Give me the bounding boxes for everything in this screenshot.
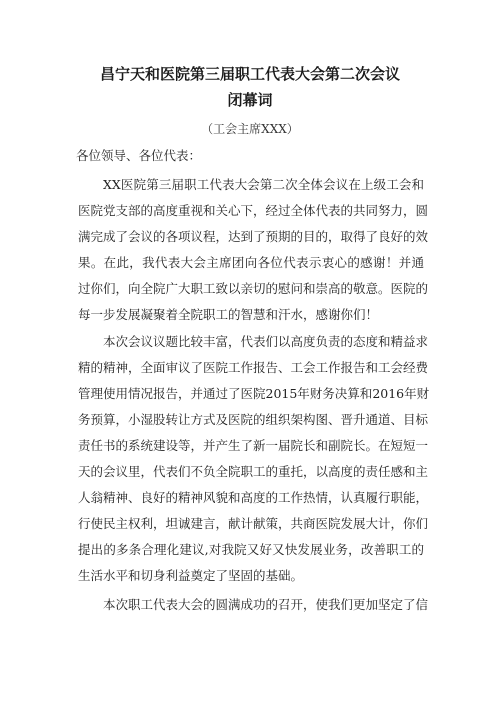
paragraph-2-line: 精的精神，全面审议了医院工作报告、工会工作报告和工会经费 <box>78 360 429 375</box>
paragraph-1-line: 医院党支部的高度重视和关心下，经过全体代表的共同努力，圆 <box>78 203 429 218</box>
paragraph-2-line: 务预算，小湿股转让方式及医院的组织架构图、晋升通道、目标 <box>78 412 429 427</box>
paragraph-1-line: 果。在此，我代表大会主席团向各位代表示衷心的感谢！并通 <box>78 255 424 270</box>
document-subtitle: 闭幕词 <box>227 91 273 109</box>
paragraph-2-line: 天的会议里，代表们不负全院职工的重托，以高度的责任感和主 <box>78 464 429 479</box>
paragraph-2-line: 生活水平和切身利益奠定了坚固的基础。 <box>78 568 304 583</box>
paragraph-1-line: 每一步发展凝聚着全院职工的智慧和汗水，感谢你们！ <box>78 307 379 322</box>
paragraph-2-line: 责任书的系统建设等，并产生了新一届院长和副院长。在短短一 <box>78 438 429 453</box>
paragraph-2-line: 行使民主权利，坦诚建言，献计献策，共商医院发展大计，你们 <box>78 516 429 531</box>
paragraph-2-line: 人翁精神、良好的精神风貌和高度的工作热情，认真履行职能， <box>78 490 429 505</box>
paragraph-2-line: 提出的多条合理化建议,对我院又好又快发展业务，改善职工的 <box>78 542 424 557</box>
speaker-attribution: （工会主席XXX） <box>201 122 299 136</box>
salutation: 各位领导、各位代表： <box>76 148 202 163</box>
document-title: 昌宁天和医院第三届职工代表大会第二次会议 <box>99 65 400 83</box>
paragraph-2-line: 管理使用情况报告，并通过了医院2015年财务决算和2016年财 <box>78 386 430 401</box>
paragraph-2-line: 本次会议议题比较丰富，代表们以高度负责的态度和精益求 <box>103 334 429 349</box>
paragraph-1-line: XX医院第三届职工代表大会第二次全体会议在上级工会和 <box>103 177 424 192</box>
paragraph-1-line: 满完成了会议的各项议程，达到了预期的目的，取得了良好的效 <box>78 229 429 244</box>
paragraph-3-line: 本次职工代表大会的圆满成功的召开，使我们更加坚定了信 <box>103 597 429 612</box>
paragraph-1-line: 过你们，向全院广大职工致以亲切的慰问和崇高的敬意。医院的 <box>78 281 429 296</box>
